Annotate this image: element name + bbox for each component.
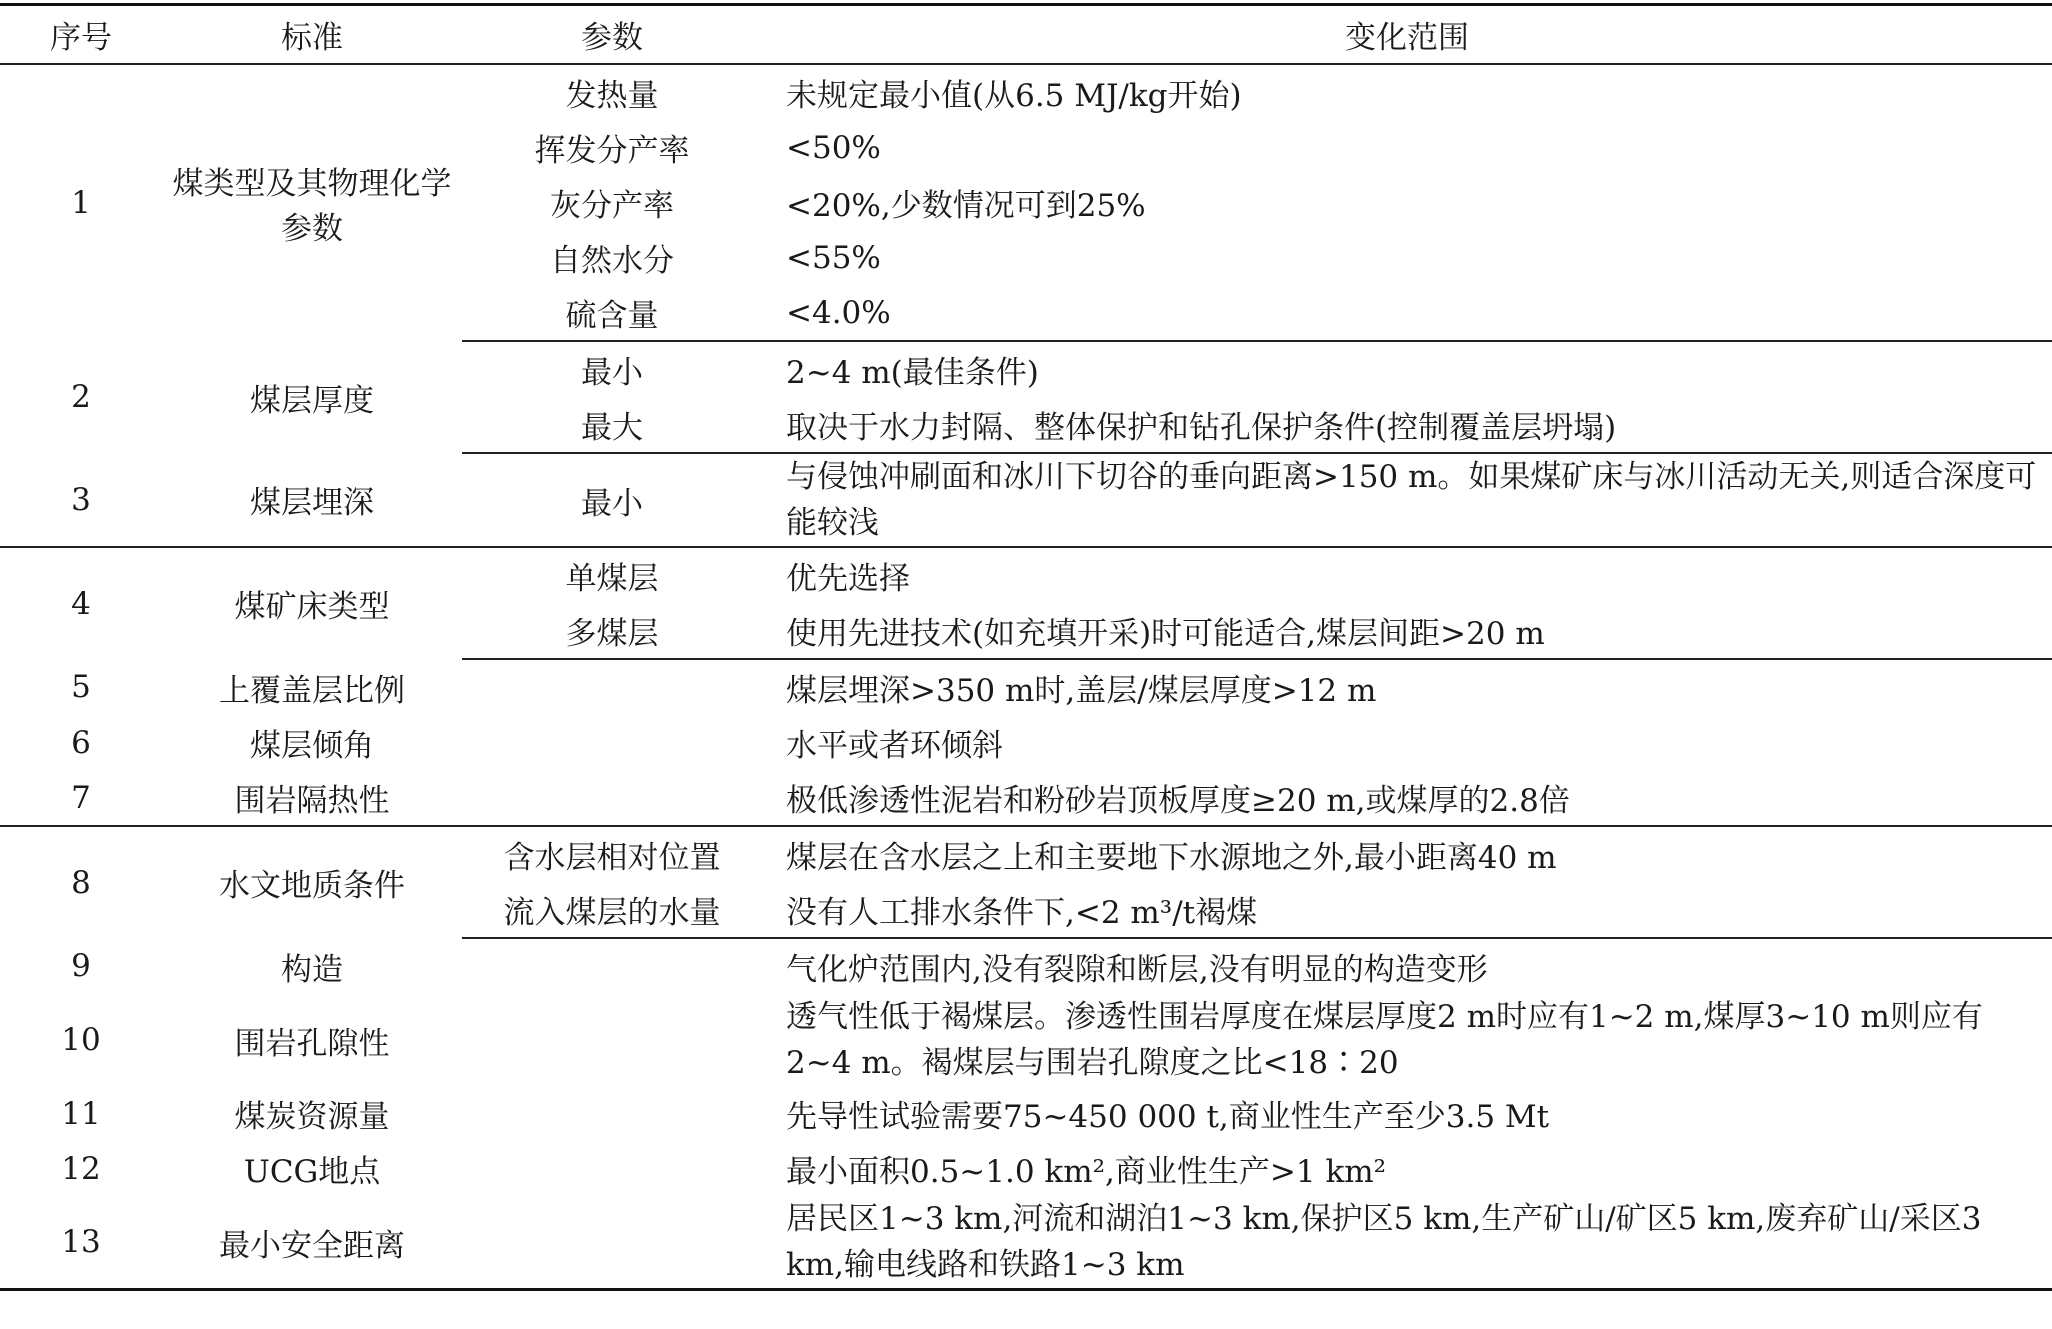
parameter-cell: 灰分产率 bbox=[550, 188, 674, 224]
row-index: 3 bbox=[0, 453, 162, 547]
range-cell: 气化炉范围内,没有裂隙和断层,没有明显的构造变形 bbox=[786, 952, 1488, 988]
table-row bbox=[0, 715, 2052, 770]
header-cell-index: 序号 bbox=[0, 6, 162, 64]
parameter-cell: 最小 bbox=[581, 355, 643, 391]
header-row bbox=[0, 6, 2052, 64]
parameter-cell: 硫含量 bbox=[462, 285, 762, 341]
parameter-cell bbox=[462, 994, 762, 1086]
parameter-cell bbox=[462, 770, 762, 826]
parameter-cell bbox=[462, 659, 762, 715]
table-row bbox=[0, 1086, 2052, 1141]
criterion-cell: 水文地质条件 bbox=[219, 868, 405, 904]
range-cell: <50% bbox=[786, 129, 881, 166]
parameter-cell: 最大 bbox=[462, 397, 762, 453]
row-index: 11 bbox=[61, 1095, 101, 1132]
row-index: 9 bbox=[71, 948, 91, 984]
row-index: 8 bbox=[71, 864, 91, 901]
table-row bbox=[0, 341, 2052, 397]
range-cell: 2~4 m(最佳条件) bbox=[786, 355, 1039, 391]
parameter-cell: 最小 bbox=[462, 453, 762, 547]
table-row bbox=[0, 659, 2052, 715]
criteria-table bbox=[0, 6, 2052, 1291]
table-row bbox=[0, 770, 2052, 826]
criterion-cell: 煤矿床类型 bbox=[234, 589, 390, 625]
row-index: 5 bbox=[71, 669, 91, 705]
criterion-cell: 围岩隔热性 bbox=[162, 770, 462, 826]
row-index: 2 bbox=[71, 379, 91, 415]
criterion-cell: 煤层埋深 bbox=[162, 453, 462, 547]
parameter-cell bbox=[462, 1141, 762, 1196]
range-cell: 使用先进技术(如充填开采)时可能适合,煤层间距>20 m bbox=[762, 603, 2052, 659]
row-index: 13 bbox=[0, 1196, 162, 1290]
range-cell: 先导性试验需要75~450 000 t,商业性生产至少3.5 Mt bbox=[786, 1099, 1550, 1135]
parameter-cell: 单煤层 bbox=[565, 561, 659, 597]
range-cell: 煤层埋深>350 m时,盖层/煤层厚度>12 m bbox=[786, 673, 1377, 709]
table-body bbox=[0, 64, 2052, 1290]
range-cell: 与侵蚀冲刷面和冰川下切谷的垂向距离>150 m。如果煤矿床与冰川活动无关,则适合深度可能较浅 bbox=[762, 453, 2052, 547]
criterion-cell: 煤类型及其物理化学参数 bbox=[172, 166, 452, 247]
range-cell: 没有人工排水条件下,<2 m³/t褐煤 bbox=[762, 882, 2052, 938]
row-index: 12 bbox=[61, 1150, 101, 1187]
criterion-cell: 煤炭资源量 bbox=[234, 1099, 390, 1135]
range-cell: 极低渗透性泥岩和粉砂岩顶板厚度≥20 m,或煤厚的2.8倍 bbox=[762, 770, 2052, 826]
row-index: 4 bbox=[71, 585, 91, 622]
row-index: 6 bbox=[71, 724, 91, 761]
range-cell: 居民区1~3 km,河流和湖泊1~3 km,保护区5 km,生产矿山/矿区5 km,废弃矿山/采区3 km,输电线路和铁路1~3 km bbox=[762, 1196, 2052, 1290]
range-cell: 煤层在含水层之上和主要地下水源地之外,最小距离40 m bbox=[786, 840, 1557, 876]
parameter-cell bbox=[462, 715, 762, 770]
parameter-cell: 发热量 bbox=[565, 78, 659, 114]
table-row bbox=[0, 64, 2052, 120]
parameter-cell: 挥发分产率 bbox=[534, 133, 690, 169]
range-cell: <20%,少数情况可到25% bbox=[786, 188, 1146, 224]
parameter-cell bbox=[462, 938, 762, 994]
table-row bbox=[0, 826, 2052, 882]
table-row bbox=[0, 1141, 2052, 1196]
row-index: 1 bbox=[71, 185, 91, 221]
parameter-cell bbox=[462, 1196, 762, 1290]
header-cell-range: 变化范围 bbox=[762, 6, 2052, 64]
row-index: 10 bbox=[61, 1022, 101, 1058]
range-cell: 取决于水力封隔、整体保护和钻孔保护条件(控制覆盖层坍塌) bbox=[762, 397, 2052, 453]
table-row bbox=[0, 994, 2052, 1086]
row-index: 7 bbox=[0, 770, 162, 826]
parameter-cell bbox=[462, 1086, 762, 1141]
table-row bbox=[0, 547, 2052, 603]
table-row bbox=[0, 1196, 2052, 1290]
criterion-cell: 最小安全距离 bbox=[162, 1196, 462, 1290]
range-cell: 水平或者环倾斜 bbox=[786, 728, 1003, 764]
criterion-cell: 煤层厚度 bbox=[250, 382, 374, 419]
range-cell: <55% bbox=[786, 239, 881, 276]
criterion-cell: 围岩孔隙性 bbox=[234, 1025, 390, 1062]
criterion-cell: UCG地点 bbox=[243, 1154, 381, 1190]
header-cell-parameter: 参数 bbox=[462, 6, 762, 64]
criterion-cell: 煤层倾角 bbox=[250, 728, 374, 764]
parameter-cell: 多煤层 bbox=[462, 603, 762, 659]
range-cell: <4.0% bbox=[762, 285, 2052, 341]
range-cell: 优先选择 bbox=[786, 561, 910, 597]
range-cell: 最小面积0.5~1.0 km²,商业性生产>1 km² bbox=[786, 1154, 1387, 1190]
table-row bbox=[0, 938, 2052, 994]
range-cell: 未规定最小值(从6.5 MJ/kg开始) bbox=[786, 78, 1242, 114]
criterion-cell: 上覆盖层比例 bbox=[219, 672, 405, 709]
table-row bbox=[0, 453, 2052, 547]
header-cell-criterion: 标准 bbox=[162, 6, 462, 64]
parameter-cell: 含水层相对位置 bbox=[503, 840, 721, 876]
parameter-cell: 自然水分 bbox=[550, 243, 674, 279]
criterion-cell: 构造 bbox=[281, 951, 343, 988]
parameter-cell: 流入煤层的水量 bbox=[462, 882, 762, 938]
range-cell: 透气性低于褐煤层。渗透性围岩厚度在煤层厚度2 m时应有1~2 m,煤厚3~10 m则应有2~4 m。褐煤层与围岩孔隙度之比<18∶20 bbox=[786, 999, 1983, 1081]
